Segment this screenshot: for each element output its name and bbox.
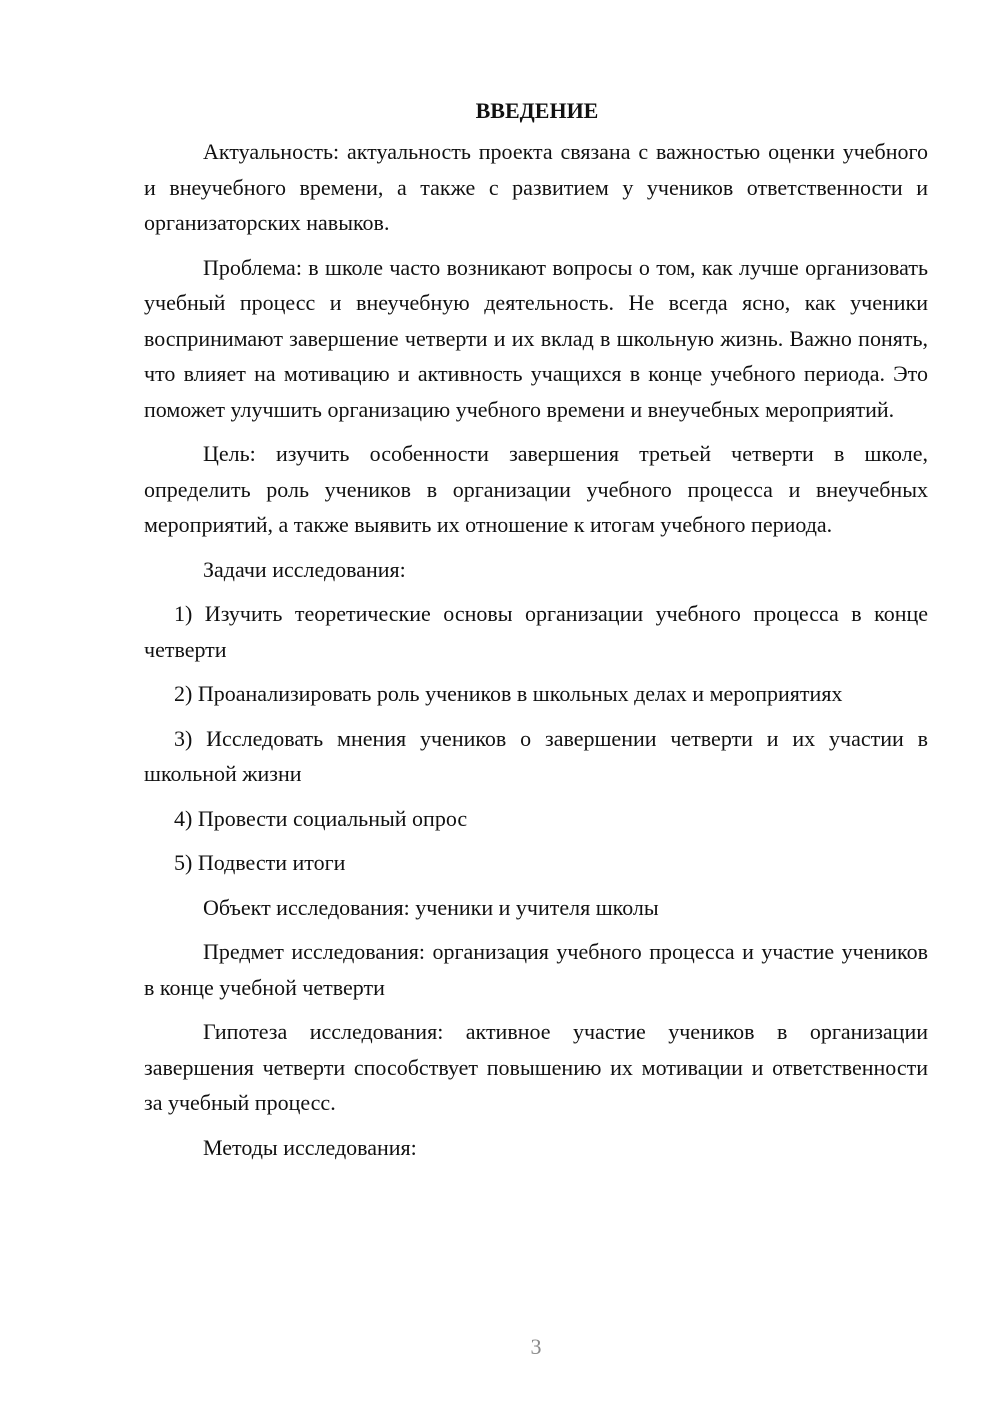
relevance-paragraph: Актуальность: актуальность проекта связана с важностью оценки учебного и внеучебного времени, а также с развитием у учеников ответственности и организаторских навыков. (144, 139, 928, 235)
task-item-2: 2) Проанализировать роль учеников в школьных делах и мероприятиях (174, 681, 843, 706)
hypothesis-paragraph: Гипотеза исследования: активное участие учеников в организации завершения четверти способствует повышению их мотивации и ответственности за учебный процесс. (144, 1019, 928, 1115)
task-item-4: 4) Провести социальный опрос (174, 805, 468, 831)
task-item-1: 1) Изучить теоретические основы организации учебного процесса в конце четверти (144, 601, 928, 662)
page-number: 3 (530, 1334, 542, 1359)
page-content (144, 96, 928, 1174)
subject-paragraph: Предмет исследования: организация учебного процесса и участие учеников в конце учебной четверти (144, 939, 928, 1000)
task-item-5: 5) Подвести итоги (174, 850, 346, 875)
object-paragraph: Объект исследования: ученики и учителя школы (203, 894, 659, 920)
methods-title: Методы исследования: (203, 1134, 417, 1160)
tasks-title: Задачи исследования: (203, 556, 406, 582)
page-title: ВВЕДЕНИЕ (475, 98, 599, 123)
task-item-3: 3) Исследовать мнения учеников о завершении четверти и их участии в школьной жизни (144, 725, 928, 786)
problem-paragraph: Проблема: в школе часто возникают вопросы о том, как лучше организовать учебный процесс и внеучебную деятельность. Не всегда ясно, как ученики воспринимают завершение четверти и их вклад в школьную жизнь. Важно понять, что влияет на мотивацию и активность учащихся в конце учебного периода. Это поможет улучшить организацию учебного времени и внеучебных мероприятий. (144, 254, 928, 422)
goal-paragraph: Цель: изучить особенности завершения третьей четверти в школе, определить роль учеников в организации учебного процесса и внеучебных мероприятий, а также выявить их отношение к итогам учебного периода. (144, 441, 928, 537)
